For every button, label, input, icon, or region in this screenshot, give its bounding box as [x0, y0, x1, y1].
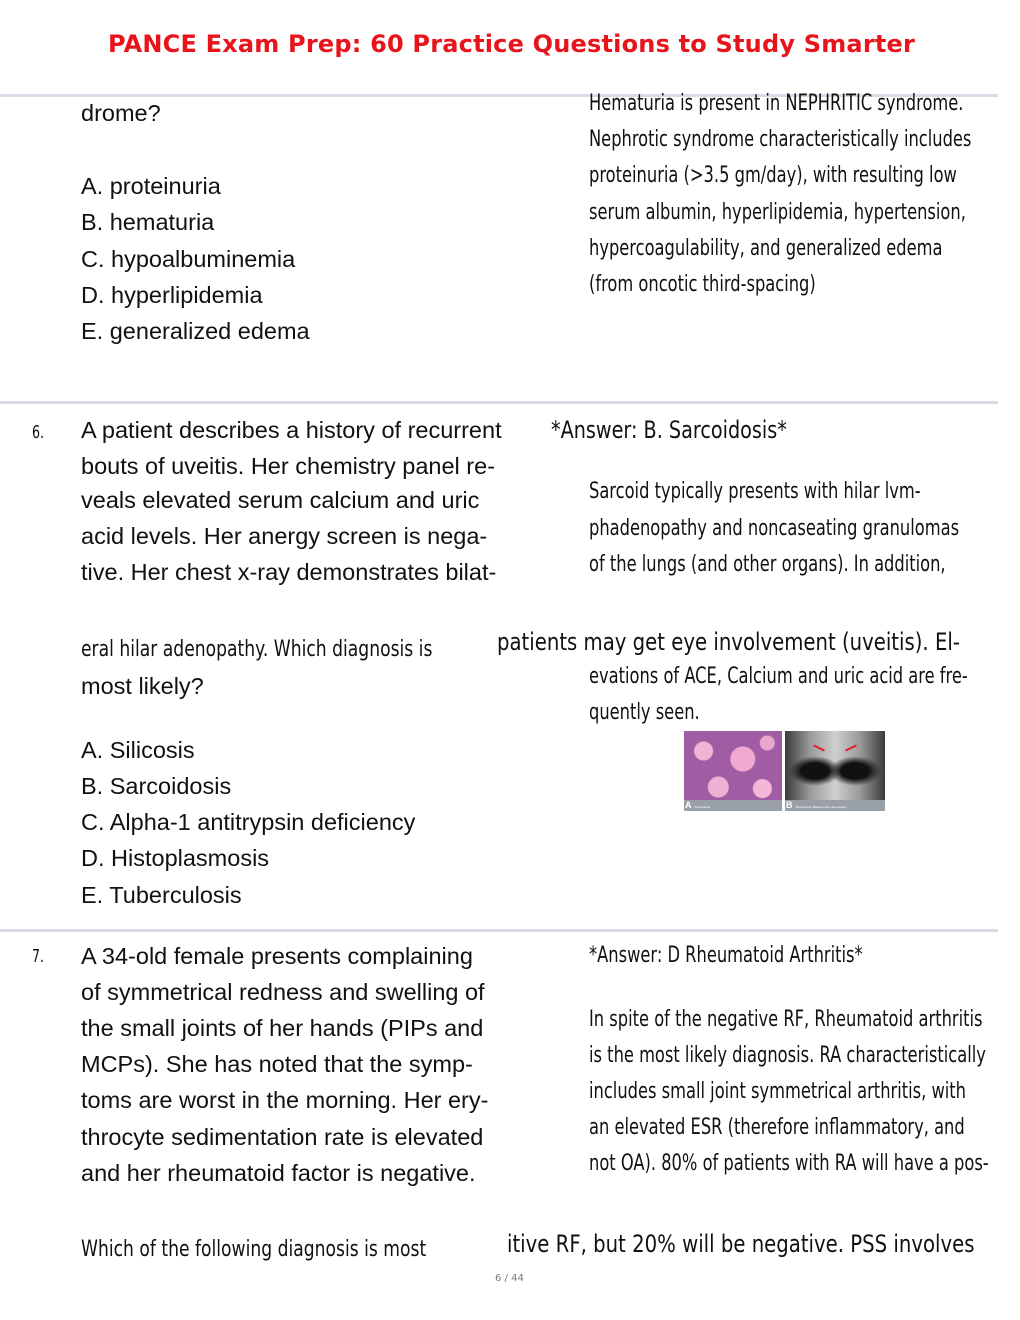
section-divider [0, 401, 998, 404]
q6-option-e: E. Tuberculosis [81, 882, 242, 908]
page-number: 6 / 44 [495, 1273, 524, 1284]
q7-stem-line: MCPs). She has noted that the symp- [81, 1051, 473, 1077]
q6-stem-line: veals elevated serum calcium and uric [81, 487, 480, 513]
q6-option-a: A. Silicosis [81, 737, 195, 763]
q5-option-c: C. hypoalbuminemia [81, 246, 296, 272]
q5-option-b: B. hematuria [81, 209, 215, 235]
question-5-stem-tail: drome? [81, 100, 161, 126]
q7-explanation-line: itive RF, but 20% will be negative. PSS involves [507, 1230, 975, 1258]
q5-option-a: A. proteinuria [81, 173, 221, 199]
q6-stem-line: tive. Her chest x-ray demonstrates bilat- [81, 559, 497, 585]
q6-explanation-line: phadenopathy and noncaseating granulomas [589, 516, 960, 541]
figure-caption-b: B Sarcoidosis. Bilateral hilar adenopathy. [785, 800, 885, 811]
q7-stem-line: the small joints of her hands (PIPs and [81, 1015, 484, 1041]
q5-explanation-line: proteinuria (>3.5 gm/day), with resulting low [589, 163, 957, 188]
q7-stem-line: throcyte sedimentation rate is elevated [81, 1124, 484, 1150]
q6-explanation-line: Sarcoid typically presents with hilar lvm- [589, 479, 921, 504]
q6-stem-line: most likely? [81, 673, 204, 699]
q7-stem-line: and her rheumatoid factor is negative. [81, 1160, 476, 1186]
q6-explanation-line: patients may get eye involvement (uveitis). El- [497, 628, 960, 656]
arrow-icon [845, 745, 857, 752]
q6-option-c: C. Alpha-1 antitrypsin deficiency [81, 809, 416, 835]
q5-explanation-line: Hematuria is present in NEPHRITIC syndrome. [589, 91, 964, 116]
q7-explanation-line: not OA). 80% of patients with RA will have a pos- [589, 1151, 989, 1176]
figure-caption-a: A Sarcoidosis. [684, 800, 782, 811]
q5-option-e: E. generalized edema [81, 318, 310, 344]
chest-xray-image [785, 731, 885, 811]
q7-stem-line: Which of the following diagnosis is most [81, 1237, 427, 1262]
q7-explanation-line: In spite of the negative RF, Rheumatoid arthritis [589, 1007, 983, 1032]
sarcoidosis-figure [684, 731, 885, 811]
q6-option-b: B. Sarcoidosis [81, 773, 232, 799]
q7-stem-line: toms are worst in the morning. Her ery- [81, 1087, 489, 1113]
q5-explanation-line: (from oncotic third-spacing) [589, 272, 816, 297]
q5-explanation-line: Nephrotic syndrome characteristically includes [589, 127, 972, 152]
q7-explanation-line: includes small joint symmetrical arthritis, with [589, 1079, 967, 1104]
question-6-number: 6. [32, 422, 45, 443]
histology-image [684, 731, 782, 811]
q6-stem-line: A patient describes a history of recurrent [81, 417, 502, 443]
q6-stem-line: acid levels. Her anergy screen is nega- [81, 523, 488, 549]
arrow-icon [813, 745, 825, 752]
q5-explanation-line: serum albumin, hyperlipidemia, hypertension, [589, 200, 966, 225]
q7-explanation-line: an elevated ESR (therefore inflammatory, and [589, 1115, 965, 1140]
q7-answer: *Answer: D Rheumatoid Arthritis* [589, 943, 863, 968]
q5-option-d: D. hyperlipidemia [81, 282, 263, 308]
q6-stem-line: eral hilar adenopathy. Which diagnosis is [81, 637, 433, 662]
q7-stem-line: of symmetrical redness and swelling of [81, 979, 485, 1005]
q6-answer: *Answer: B. Sarcoidosis* [551, 416, 787, 444]
q6-stem-line: bouts of uveitis. Her chemistry panel re- [81, 453, 496, 479]
q6-explanation-line: of the lungs (and other organs). In addition, [589, 552, 946, 577]
q6-explanation-line: quently seen. [589, 700, 700, 725]
question-7-number: 7. [32, 946, 45, 967]
q5-explanation-line: hypercoagulability, and generalized edema [589, 236, 943, 261]
q7-explanation-line: is the most likely diagnosis. RA characteristically [589, 1043, 986, 1068]
q6-option-d: D. Histoplasmosis [81, 845, 270, 871]
q7-stem-line: A 34-old female presents complaining [81, 943, 473, 969]
document-title: PANCE Exam Prep: 60 Practice Questions to Study Smarter [108, 30, 916, 58]
section-divider [0, 929, 998, 932]
q6-explanation-line: evations of ACE, Calcium and uric acid are fre- [589, 664, 968, 689]
